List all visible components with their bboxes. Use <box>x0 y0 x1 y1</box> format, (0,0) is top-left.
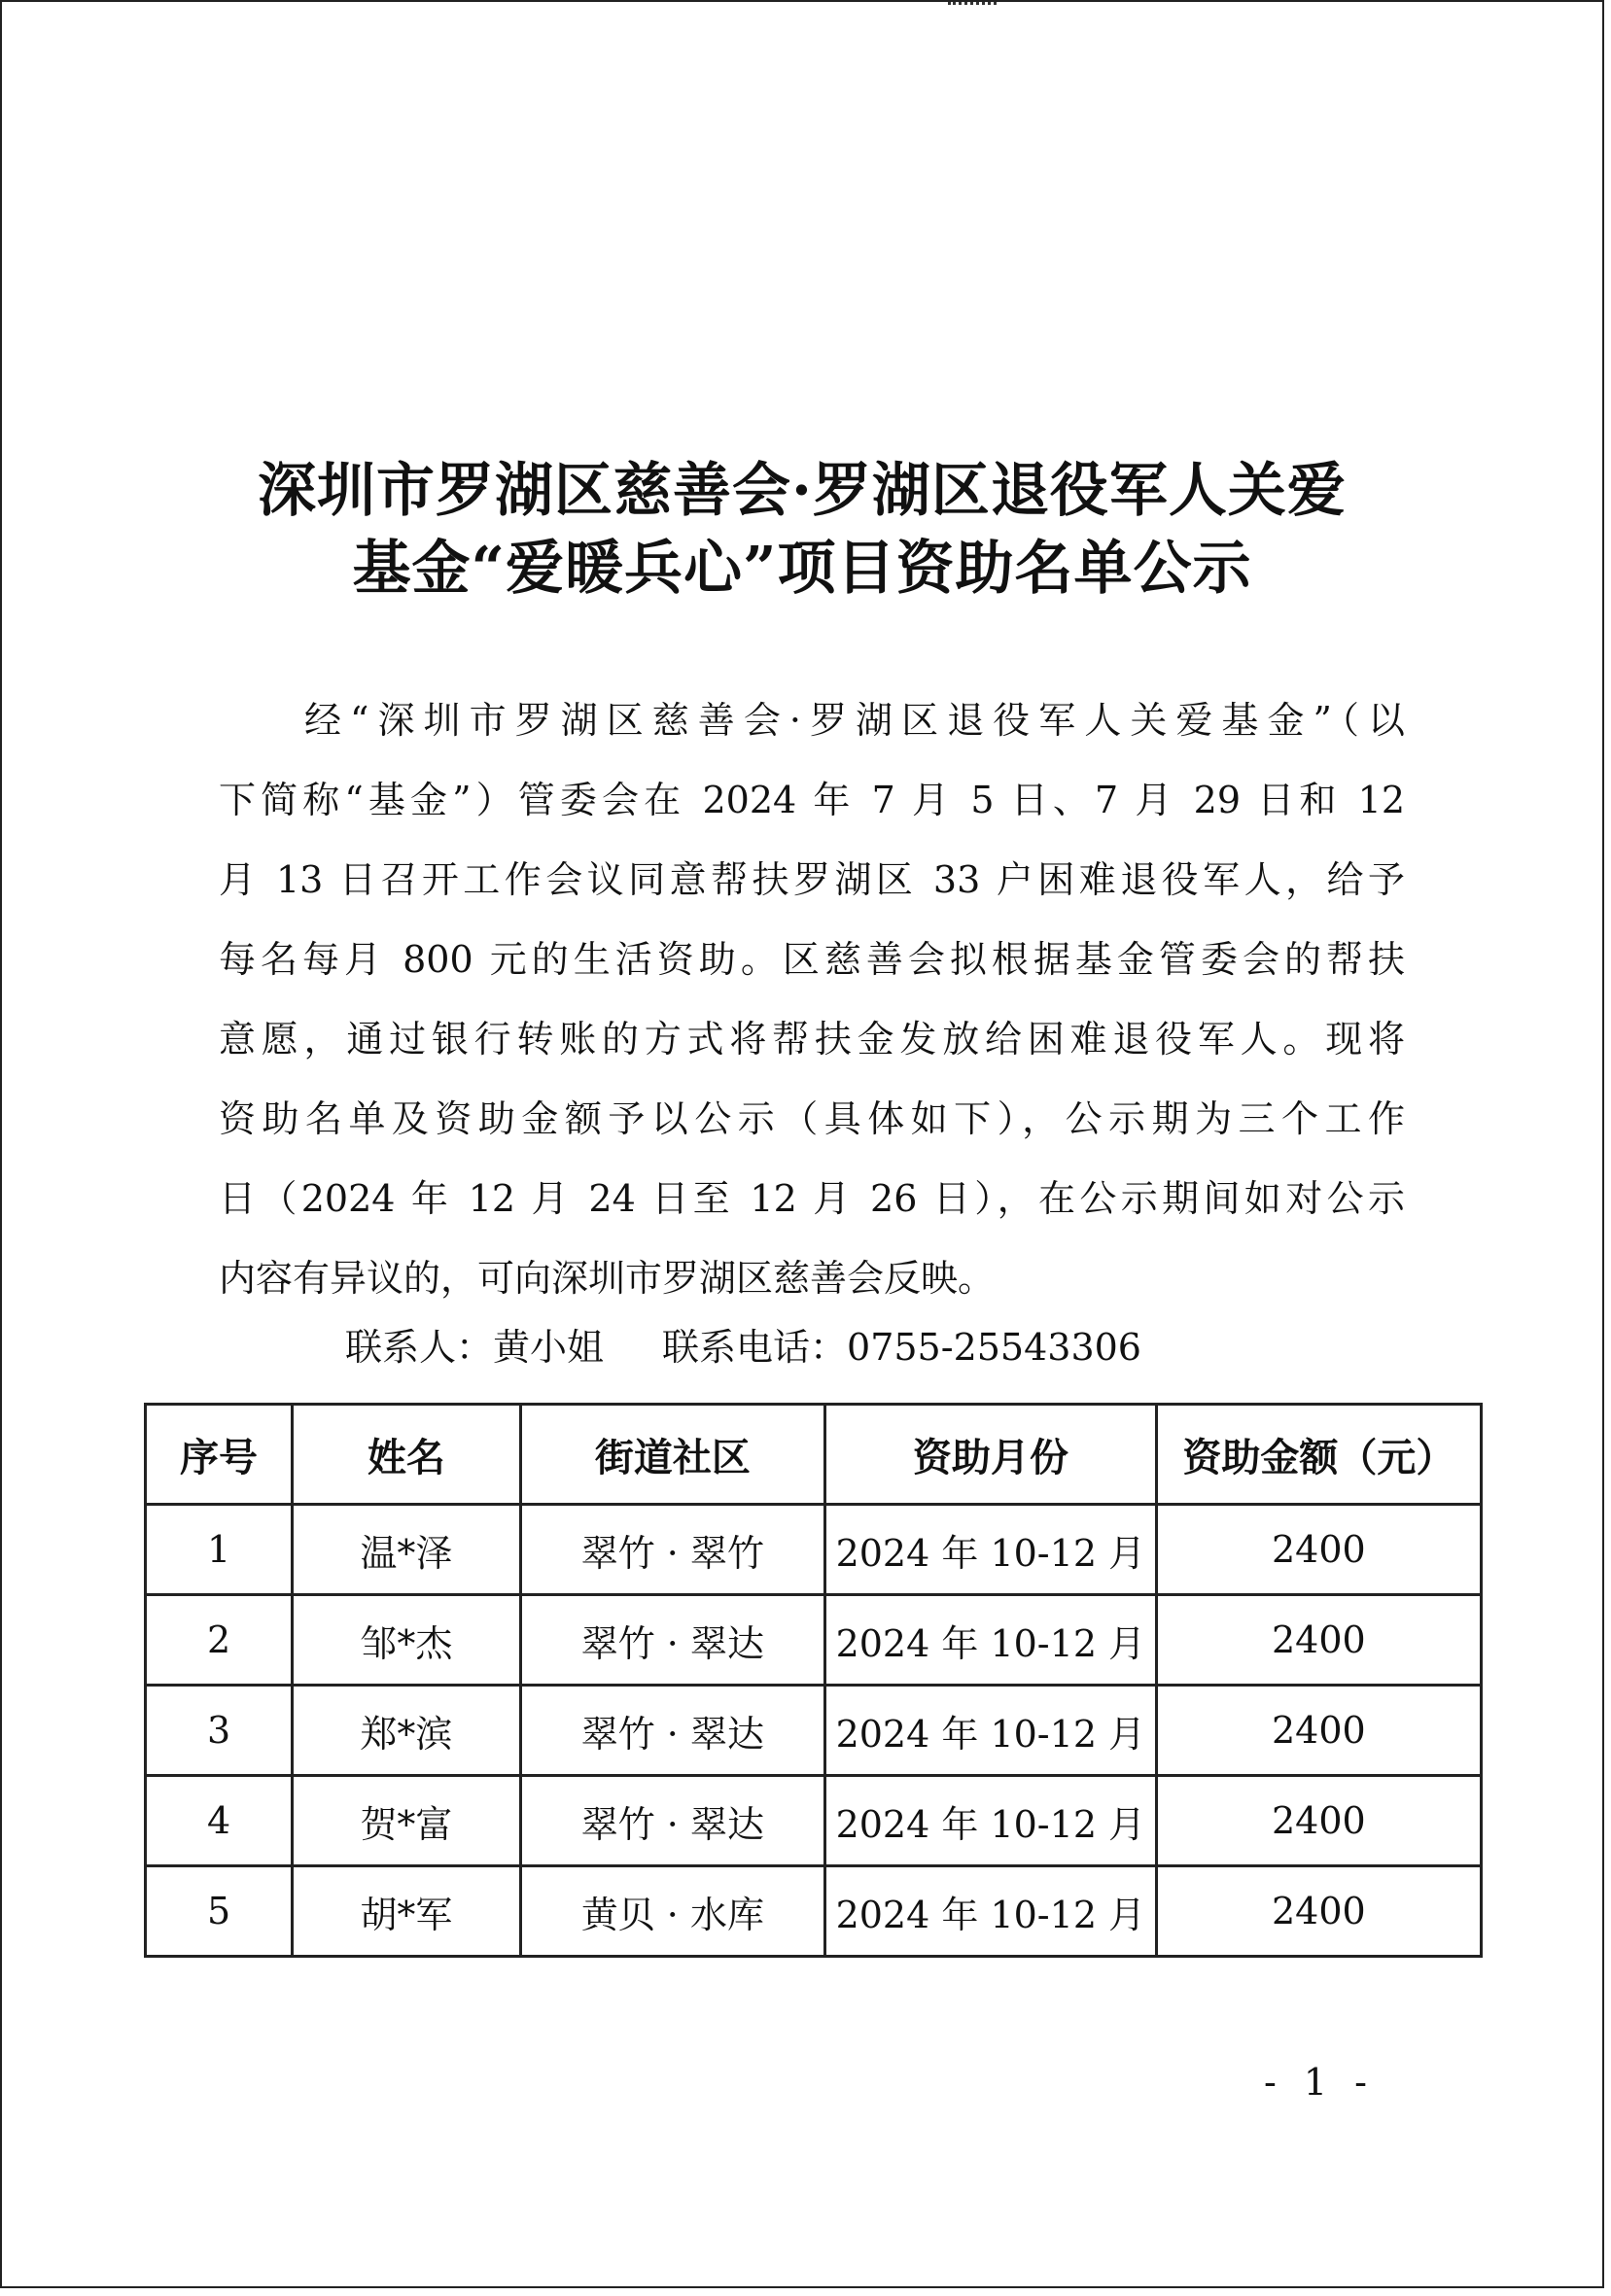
cell-month: 2024 年 10-12 月 <box>824 1505 1156 1595</box>
body-line: 月 13 日召开工作会议同意帮扶罗湖区 33 户困难退役军人，给予 <box>219 858 1405 901</box>
cell-name: 胡*军 <box>293 1866 521 1957</box>
cell-name: 温*泽 <box>293 1505 521 1595</box>
cell-amount: 2400 <box>1156 1686 1481 1776</box>
table-row <box>146 1505 1482 1595</box>
cell-community: 翠竹 · 翠达 <box>520 1776 824 1866</box>
page-number: - 1 - <box>1264 2061 1376 2104</box>
body-line: 资助名单及资助金额予以公示（具体如下），公示期为三个工作 <box>219 1097 1405 1140</box>
cell-amount: 2400 <box>1156 1866 1481 1957</box>
document-title-line-1: 深圳市罗湖区慈善会·罗湖区退役军人关爱 <box>258 457 1347 525</box>
contact-phone: 联系电话：0755-25543306 <box>662 1326 1141 1369</box>
notice-body <box>219 680 1405 1318</box>
cell-index: 1 <box>146 1505 293 1595</box>
column-header-name: 姓名 <box>293 1405 521 1505</box>
body-line: 每名每月 800 元的生活资助。区慈善会拟根据基金管委会的帮扶 <box>219 938 1405 981</box>
cell-name: 贺*富 <box>293 1776 521 1866</box>
cell-index: 5 <box>146 1866 293 1957</box>
scan-mark <box>948 2 997 11</box>
cell-amount: 2400 <box>1156 1776 1481 1866</box>
cell-month: 2024 年 10-12 月 <box>824 1866 1156 1957</box>
grant-table <box>144 1403 1483 1958</box>
table-header-row <box>146 1405 1482 1505</box>
table-row <box>146 1776 1482 1866</box>
cell-index: 2 <box>146 1595 293 1686</box>
contact-person: 联系人：黄小姐 <box>345 1326 605 1369</box>
body-line: 意愿，通过银行转账的方式将帮扶金发放给困难退役军人。现将 <box>219 1018 1405 1061</box>
table-row <box>146 1595 1482 1686</box>
body-line: 经“深圳市罗湖区慈善会·罗湖区退役军人关爱基金”（以 <box>304 699 1405 742</box>
cell-amount: 2400 <box>1156 1505 1481 1595</box>
cell-community: 翠竹 · 翠达 <box>520 1595 824 1686</box>
document-title-line-2: 基金“爱暖兵心”项目资助名单公示 <box>352 535 1252 603</box>
cell-community: 翠竹 · 翠竹 <box>520 1505 824 1595</box>
body-line: 下简称“基金”）管委会在 2024 年 7 月 5 日、7 月 29 日和 12 <box>219 779 1405 821</box>
table-row <box>146 1866 1482 1957</box>
body-line: 内容有异议的，可向深圳市罗湖区慈善会反映。 <box>219 1257 996 1300</box>
cell-name: 郑*滨 <box>293 1686 521 1776</box>
column-header-index: 序号 <box>146 1405 293 1505</box>
cell-name: 邹*杰 <box>293 1595 521 1686</box>
column-header-month: 资助月份 <box>824 1405 1156 1505</box>
table-row <box>146 1686 1482 1776</box>
column-header-amount: 资助金额（元） <box>1156 1405 1481 1505</box>
cell-index: 4 <box>146 1776 293 1866</box>
cell-month: 2024 年 10-12 月 <box>824 1776 1156 1866</box>
contact-info <box>345 1317 1141 1371</box>
cell-community: 翠竹 · 翠达 <box>520 1686 824 1776</box>
cell-index: 3 <box>146 1686 293 1776</box>
cell-community: 黄贝 · 水库 <box>520 1866 824 1957</box>
column-header-community: 街道社区 <box>520 1405 824 1505</box>
body-line: 日（2024 年 12 月 24 日至 12 月 26 日），在公示期间如对公示 <box>219 1177 1405 1220</box>
cell-month: 2024 年 10-12 月 <box>824 1595 1156 1686</box>
cell-amount: 2400 <box>1156 1595 1481 1686</box>
cell-month: 2024 年 10-12 月 <box>824 1686 1156 1776</box>
